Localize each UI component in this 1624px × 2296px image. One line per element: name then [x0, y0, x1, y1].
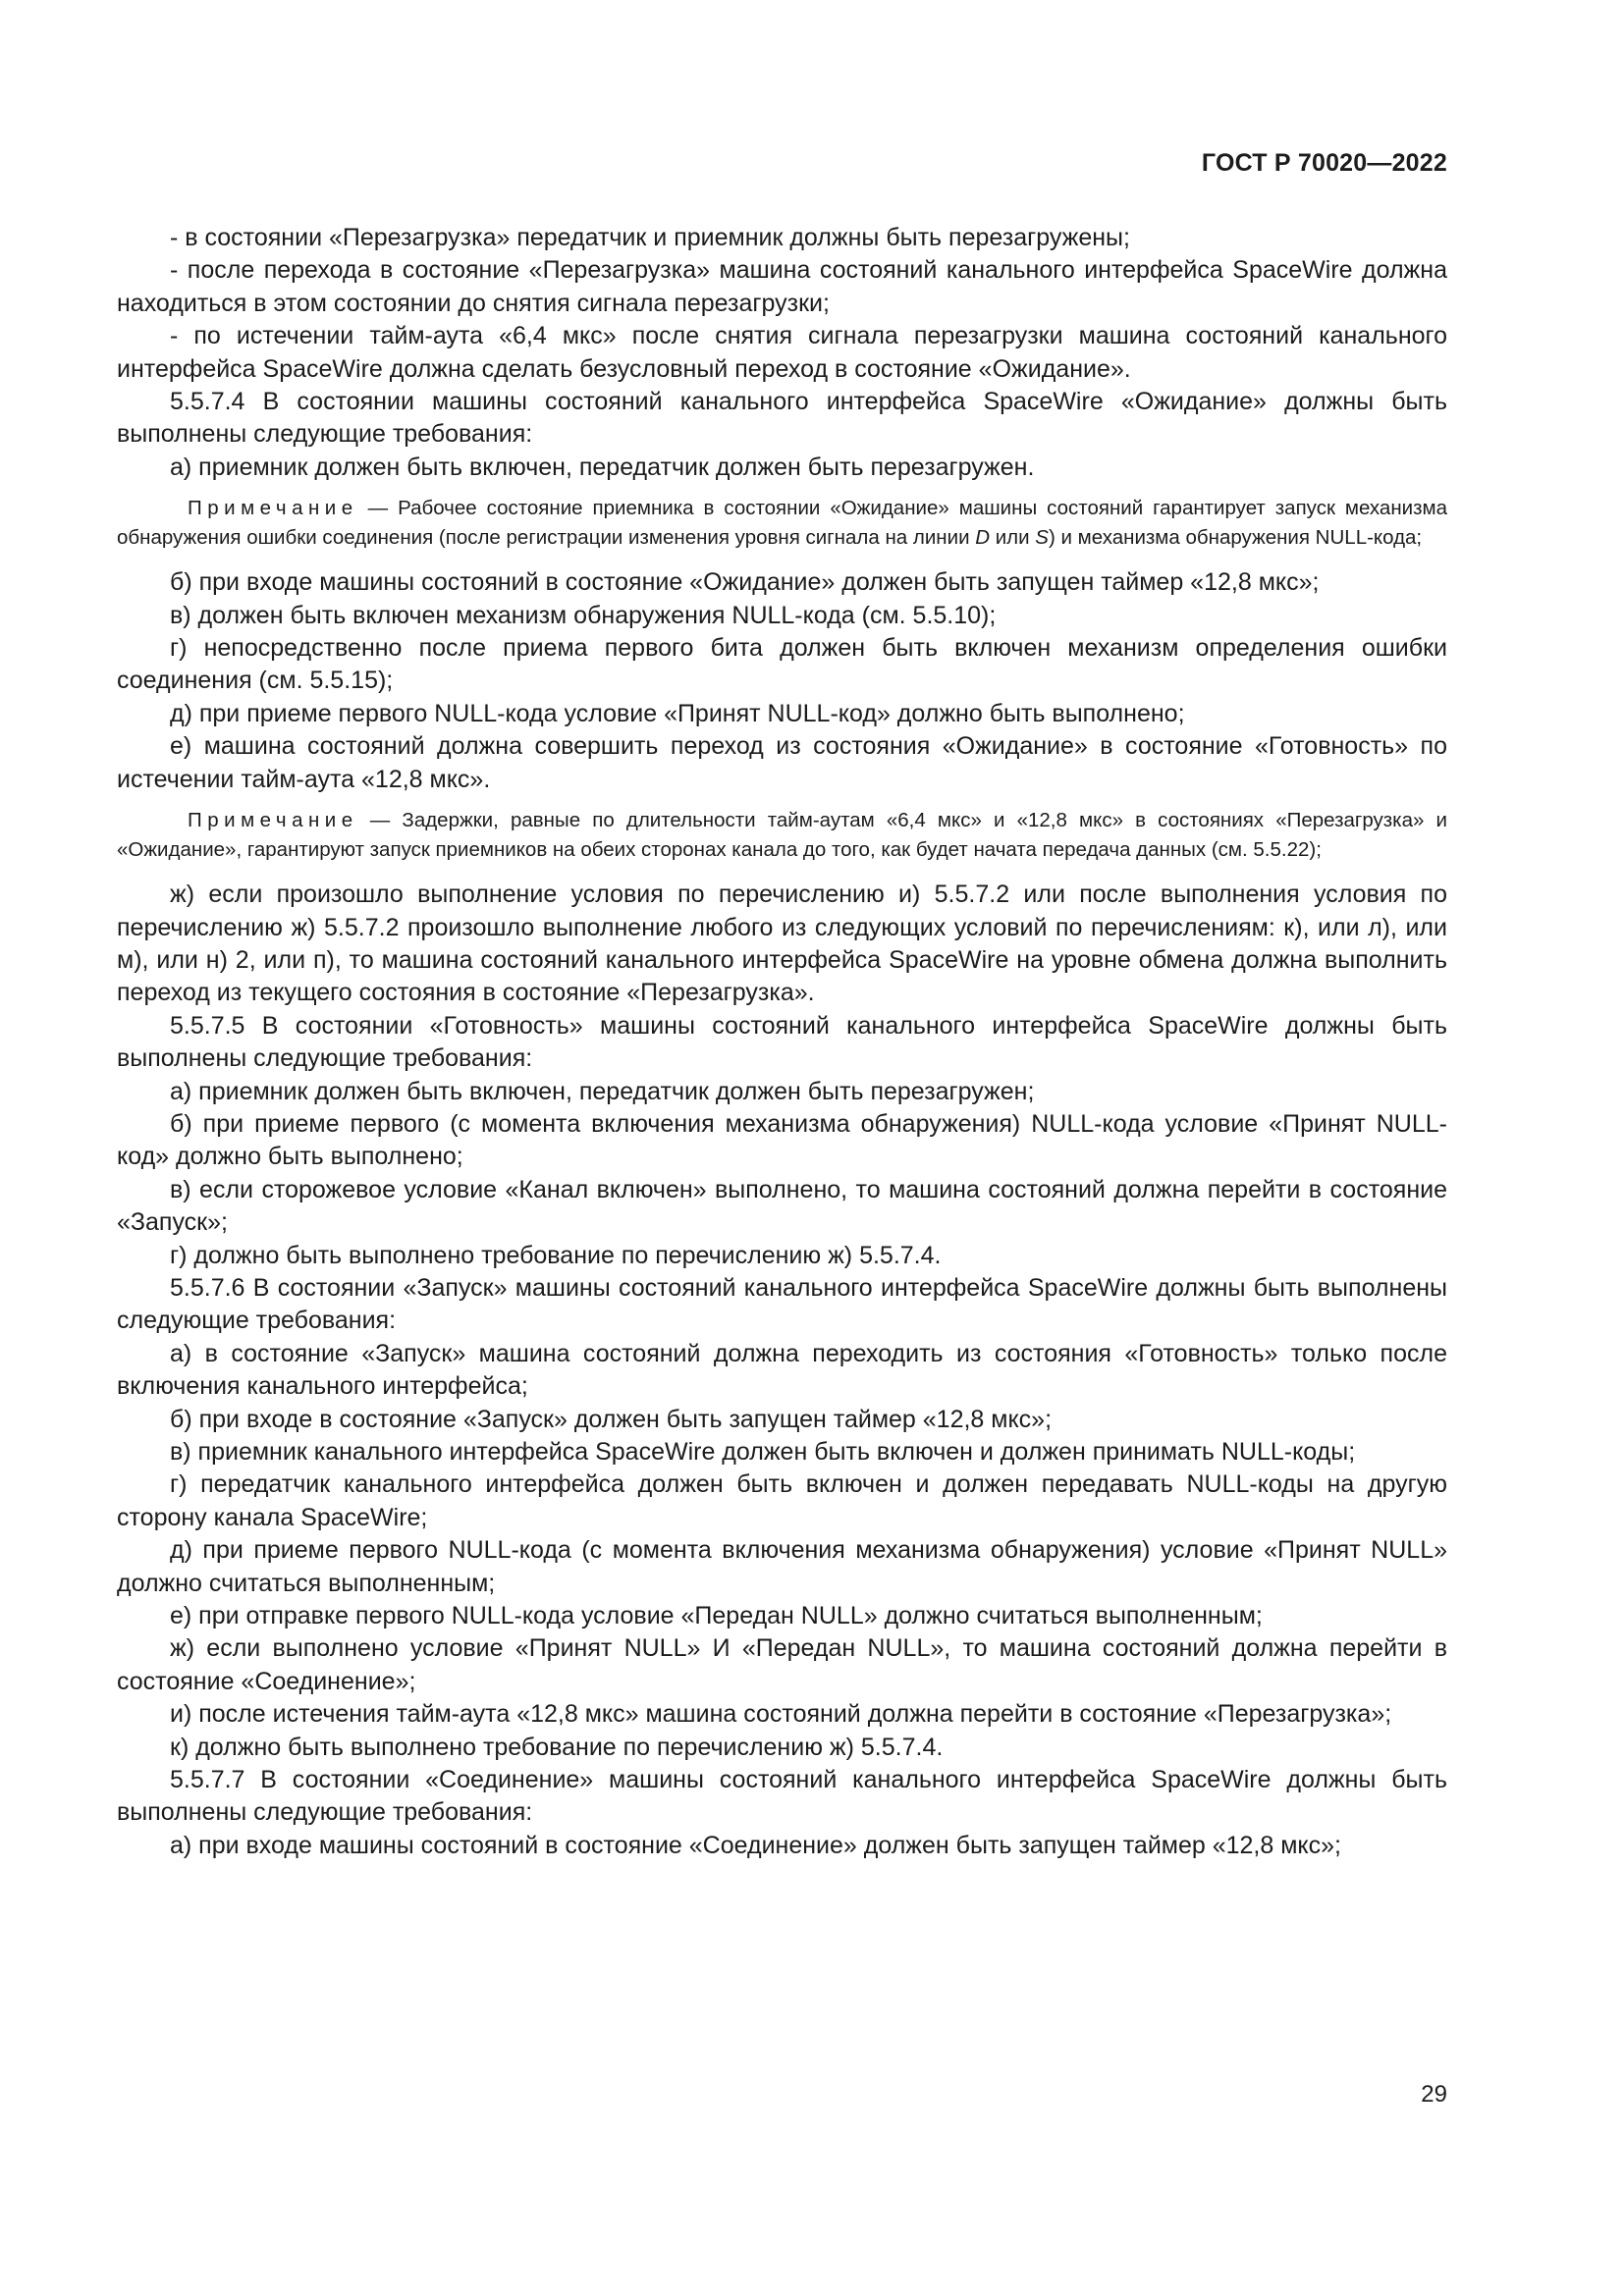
- paragraph: 5.5.7.6 В состоянии «Запуск» машины состояний канального интерфейса SpaceWire должны быть выполнены следующие требования:: [117, 1273, 1447, 1335]
- paragraph: - после перехода в состояние «Перезагрузка» машина состояний канального интерфейса SpaceWire должна находиться в этом состоянии до снятия сигнала перезагрузки;: [117, 256, 1447, 317]
- paragraph: 5.5.7.4 В состоянии машины состояний канального интерфейса SpaceWire «Ожидание» должны быть выполнены следующие требования:: [117, 388, 1447, 449]
- note-block: [117, 494, 1447, 552]
- note-label: Примечание: [188, 497, 358, 520]
- paragraph: в) должен быть включен механизм обнаружения NULL-кода (см. 5.5.10);: [170, 601, 997, 629]
- paragraph: ж) если произошло выполнение условия по перечислению и) 5.5.7.2 или после выполнения условия по перечислению ж) 5.5.7.2 произошло выполнение любого из следующих условий по перечислениям: к), или л), или м), или н) 2, или п), то машина состояний канального интерфейса SpaceWire на уровне обмена должна выполнить переход из текущего состояния в состояние «Перезагрузка».: [117, 881, 1447, 1007]
- paragraph: е) при отправке первого NULL-кода условие «Передан NULL» должно считаться выполненным;: [170, 1602, 1263, 1630]
- paragraph: а) приемник должен быть включен, передатчик должен быть перезагружен;: [170, 1077, 1035, 1105]
- note-label: Примечание: [188, 809, 358, 832]
- paragraph: б) при входе в состояние «Запуск» должен быть запущен таймер «12,8 мкс»;: [170, 1405, 1053, 1433]
- paragraph: ж) если выполнено условие «Принят NULL» И «Передан NULL», то машина состояний должна перейти в состояние «Соединение»;: [117, 1634, 1447, 1695]
- note-text: ) и механизма обнаружения NULL-кода;: [1048, 525, 1423, 549]
- paragraph: г) должно быть выполнено требование по перечислению ж) 5.5.7.4.: [170, 1241, 942, 1269]
- page-number: 29: [1421, 2081, 1447, 2108]
- paragraph: 5.5.7.5 В состоянии «Готовность» машины состояний канального интерфейса SpaceWire должны быть выполнены следующие требования:: [117, 1011, 1447, 1073]
- note-text: — Задержки, равные по длительности тайм-аутам «6,4 мкс» и «12,8 мкс» в состояниях «Перезагрузка» и «Ожидание», гарантируют запуск приемников на обеих сторонах канала до того, как будет начата передача данных (см. 5.5.22);: [117, 809, 1447, 861]
- paragraph: г) непосредственно после приема первого бита должен быть включен механизм определения ошибки соединения (см. 5.5.15);: [117, 634, 1447, 695]
- paragraph: - в состоянии «Перезагрузка» передатчик и приемник должны быть перезагружены;: [170, 224, 1130, 251]
- paragraph: в) приемник канального интерфейса SpaceWire должен быть включен и должен принимать NULL-коды;: [170, 1438, 1356, 1466]
- note-text: или: [990, 525, 1036, 549]
- paragraph: д) при приеме первого NULL-кода условие «Принят NULL-код» должно быть выполнено;: [170, 699, 1185, 727]
- note-text-italic: D: [975, 525, 991, 549]
- paragraph: а) при входе машины состояний в состояние «Соединение» должен быть запущен таймер «12,8 мкс»;: [170, 1831, 1341, 1859]
- note-text-italic: S: [1035, 525, 1049, 549]
- document-code: ГОСТ Р 70020—2022: [1201, 149, 1447, 177]
- document-body: [117, 222, 1447, 1862]
- paragraph: е) машина состояний должна совершить переход из состояния «Ожидание» в состояние «Готовность» по истечении тайм-аута «12,8 мкс».: [117, 732, 1447, 793]
- paragraph: д) при приеме первого NULL-кода (с момента включения механизма обнаружения) условие «Принят NULL» должно считаться выполненным;: [117, 1536, 1447, 1597]
- paragraph: к) должно быть выполнено требование по перечислению ж) 5.5.7.4.: [170, 1733, 944, 1761]
- note-text: — Рабочее состояние приемника в состоянии «Ожидание» машины состояний гарантирует запуск механизма обнаружения ошибки соединения (после регистрации изменения уровня сигнала на линии: [117, 497, 1447, 549]
- paragraph: г) передатчик канального интерфейса должен быть включен и должен передавать NULL-коды на другую сторону канала SpaceWire;: [117, 1470, 1447, 1531]
- paragraph: а) в состояние «Запуск» машина состояний должна переходить из состояния «Готовность» только после включения канального интерфейса;: [117, 1339, 1447, 1401]
- paragraph: б) при входе машины состояний в состояние «Ожидание» должен быть запущен таймер «12,8 мкс»;: [170, 568, 1320, 597]
- note-block: [117, 806, 1447, 864]
- paragraph: 5.5.7.7 В состоянии «Соединение» машины состояний канального интерфейса SpaceWire должны быть выполнены следующие требования:: [117, 1766, 1447, 1827]
- paragraph: а) приемник должен быть включен, передатчик должен быть перезагружен.: [170, 453, 1035, 481]
- paragraph: - по истечении тайм-аута «6,4 мкс» после снятия сигнала перезагрузки машина состояний канального интерфейса SpaceWire должна сделать безусловный переход в состояние «Ожидание».: [117, 322, 1447, 383]
- paragraph: б) при приеме первого (с момента включения механизма обнаружения) NULL-кода условие «Принят NULL-код» должно быть выполнено;: [117, 1109, 1447, 1171]
- paragraph: и) после истечения тайм-аута «12,8 мкс» машина состояний должна перейти в состояние «Перезагрузка»;: [170, 1700, 1392, 1729]
- paragraph: в) если сторожевое условие «Канал включен» выполнено, то машина состояний должна перейти в состояние «Запуск»;: [117, 1175, 1447, 1237]
